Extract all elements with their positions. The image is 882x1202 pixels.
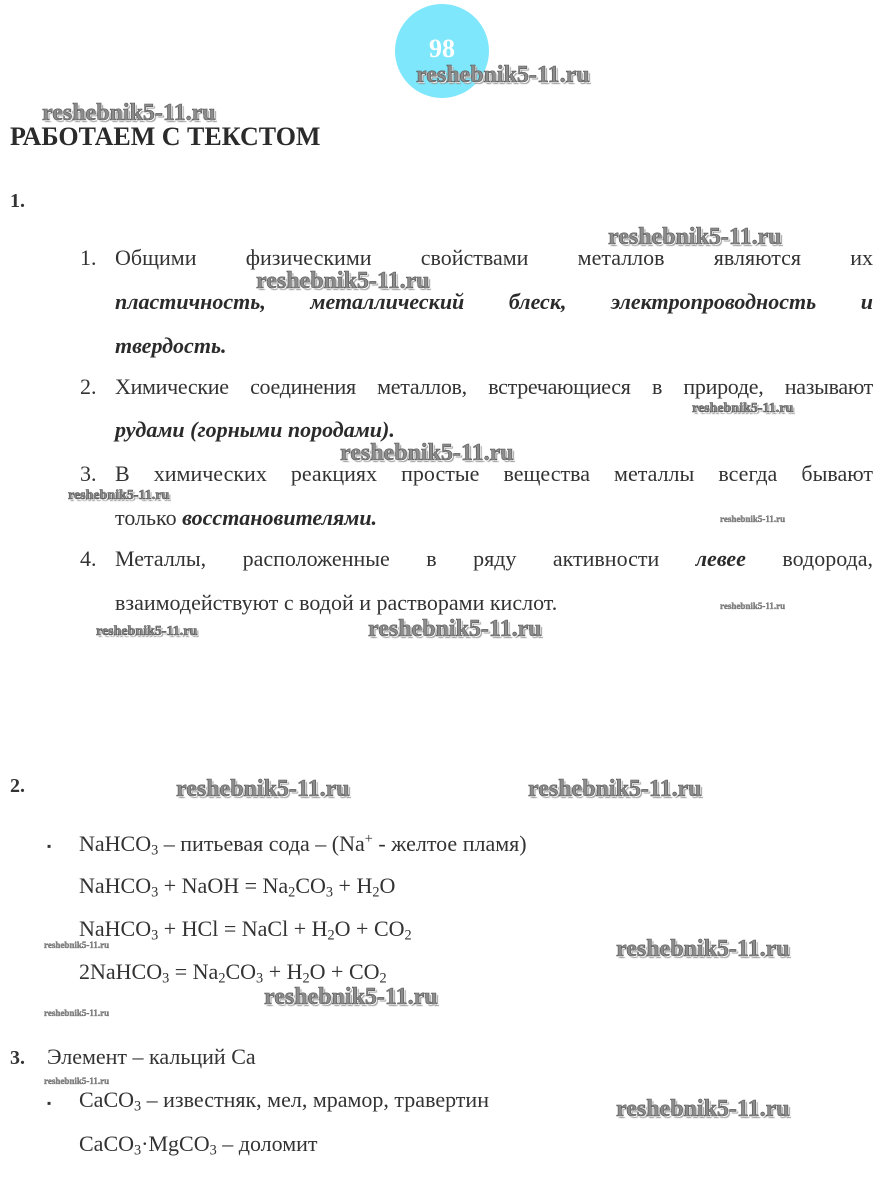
equation-3: [79, 961, 387, 986]
formula-part: – питьевая сода – (Na: [158, 830, 365, 856]
section-3-number: 3.: [10, 1047, 25, 1069]
formula-subscript: 2: [288, 884, 296, 901]
watermark: reshebnik5-11.ru: [42, 100, 216, 126]
formula-subscript: 3: [209, 1142, 217, 1159]
page-number: 98: [429, 34, 455, 63]
formula-subscript: 3: [151, 927, 159, 944]
formula-part: O: [379, 873, 396, 898]
formula-subscript: 3: [151, 884, 159, 901]
section-3-line-3: [79, 1133, 318, 1158]
item-4-line-2: взаимодействуют с водой и растворами кислот.: [115, 590, 558, 615]
item-3-line-2: [115, 507, 377, 529]
formula-subscript: 3: [256, 970, 264, 987]
formula-superscript: +: [364, 831, 373, 847]
watermark: reshebnik5-11.ru: [368, 616, 542, 642]
formula-part: CO: [225, 959, 257, 984]
item-4-number: 4.: [80, 546, 97, 571]
item-1-word: физическими: [245, 245, 372, 270]
item-1-word: являются: [713, 245, 801, 270]
watermark: reshebnik5-11.ru: [96, 624, 198, 639]
watermark: reshebnik5-11.ru: [720, 514, 786, 524]
section-3-line-2: [79, 1089, 489, 1114]
formula-part: O + CO: [309, 959, 380, 984]
item-2-number: 2.: [80, 374, 97, 399]
section-2-line-1: [79, 832, 527, 858]
equation-1: [79, 875, 395, 900]
formula-part: = Na: [169, 959, 219, 984]
item-4-line-1: [115, 548, 873, 570]
watermark: reshebnik5-11.ru: [68, 488, 170, 503]
item-3-line-2-emphasis: восстановителями.: [182, 505, 378, 530]
item-2-line-1: Химические соединения металлов, встречающиеся в природе, называют: [115, 374, 873, 399]
item-4-line-1-emphasis: левее: [695, 546, 746, 571]
watermark: reshebnik5-11.ru: [256, 268, 430, 294]
formula-part: NaHCO: [79, 830, 152, 856]
section-3-line-1: Элемент – кальций Ca: [47, 1044, 256, 1069]
formula-subscript: 2: [327, 927, 335, 944]
formula-part: – известняк, мел, мрамор, травертин: [141, 1087, 489, 1112]
formula-subscript: 2: [372, 884, 380, 901]
item-1-word: свойствами: [420, 245, 529, 270]
equation-2: [79, 918, 412, 943]
formula-part: CaCO: [79, 1131, 134, 1156]
watermark: reshebnik5-11.ru: [176, 776, 350, 802]
formula-subscript: 3: [134, 1142, 142, 1159]
watermark: reshebnik5-11.ru: [616, 936, 790, 962]
item-2-line-2: рудами (горными породами).: [115, 417, 395, 442]
watermark: reshebnik5-11.ru: [528, 776, 702, 802]
item-3-line-1: В химических реакциях простые вещества металлы всегда бывают: [115, 461, 873, 486]
formula-part: – доломит: [216, 1131, 318, 1156]
bullet-icon: ▪: [47, 839, 52, 853]
item-1-line-2: пластичность, металлический блеск, электропроводность и: [115, 289, 873, 314]
watermark: reshebnik5-11.ru: [264, 984, 438, 1010]
formula-subscript: 2: [404, 927, 412, 944]
formula-part: NaHCO: [79, 873, 152, 898]
watermark: reshebnik5-11.ru: [44, 1008, 110, 1018]
item-3-line-2-text: только: [115, 505, 183, 530]
watermark: reshebnik5-11.ru: [692, 401, 794, 416]
formula-subscript: 2: [379, 970, 387, 987]
item-1-line-3: твердость.: [115, 333, 227, 358]
formula-part: + NaOH = Na: [158, 873, 289, 898]
formula-part: + H: [333, 873, 373, 898]
page-title: РАБОТАЕМ С ТЕКСТОМ: [10, 122, 321, 151]
item-1-number: 1.: [80, 245, 97, 270]
formula-part: + H: [263, 959, 303, 984]
formula-part: ·MgCO: [141, 1131, 210, 1156]
formula-part: + HCl = NaCl + H: [158, 916, 328, 941]
watermark: reshebnik5-11.ru: [608, 224, 782, 250]
watermark: reshebnik5-11.ru: [616, 1096, 790, 1122]
formula-part: 2NaHCO: [79, 959, 163, 984]
item-1-word: Общими: [115, 245, 197, 270]
formula-part: - желтое пламя): [372, 830, 527, 856]
watermark: reshebnik5-11.ru: [44, 1076, 110, 1086]
formula-subscript: 3: [134, 1098, 142, 1115]
formula-subscript: 2: [218, 970, 226, 987]
watermark: reshebnik5-11.ru: [720, 601, 786, 611]
formula-part: NaHCO: [79, 916, 152, 941]
formula-part: CaCO: [79, 1087, 134, 1112]
formula-subscript: 2: [302, 970, 310, 987]
formula-subscript: 3: [162, 970, 170, 987]
item-3-number: 3.: [80, 461, 97, 486]
watermark: reshebnik5-11.ru: [416, 62, 590, 88]
item-4-line-1-end: водорода,: [782, 546, 874, 571]
formula-part: CO: [295, 873, 326, 898]
item-1-word: металлов: [577, 245, 665, 270]
section-1-number: 1.: [10, 190, 25, 212]
item-1-word: их: [850, 245, 873, 270]
formula-part: O + CO: [334, 916, 405, 941]
bullet-icon: ▪: [47, 1096, 52, 1110]
formula-subscript: 3: [325, 884, 334, 901]
formula-subscript: 3: [151, 842, 159, 859]
watermark: reshebnik5-11.ru: [44, 940, 110, 950]
item-4-line-1-text: Металлы, расположенные в ряду активности: [115, 546, 660, 571]
watermark: reshebnik5-11.ru: [340, 440, 514, 466]
section-2-number: 2.: [10, 775, 25, 797]
